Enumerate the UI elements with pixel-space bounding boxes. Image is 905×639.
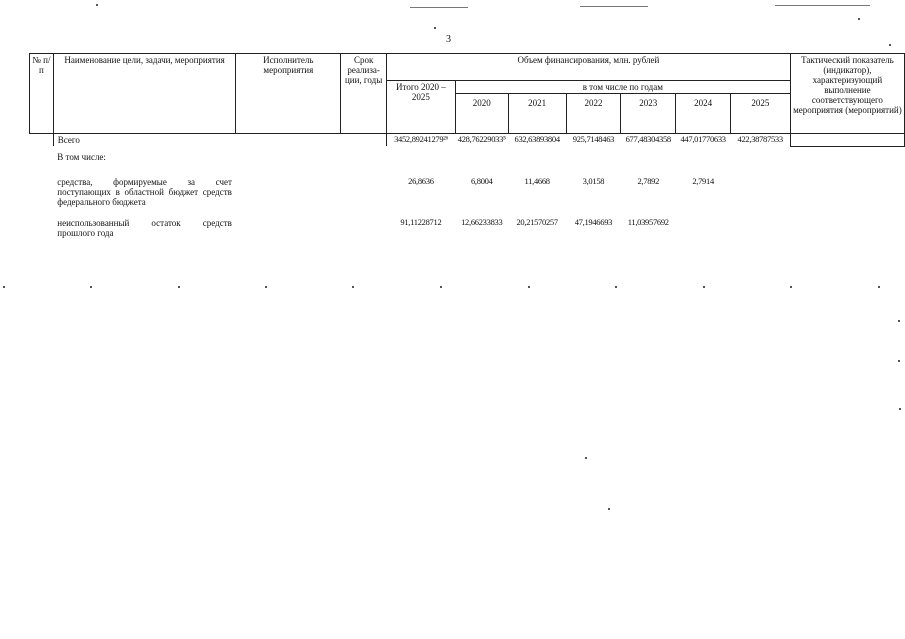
header-col-number: № п/п <box>30 54 54 134</box>
row-year-value: 925,7148463 <box>572 134 615 145</box>
scan-artifact-dot <box>352 286 354 288</box>
scan-artifact-line <box>775 5 870 6</box>
table-row-total <box>30 134 905 147</box>
header-year: 2021 <box>508 94 566 134</box>
page-number: 3 <box>446 34 451 45</box>
header-col-executor: Исполнитель мероприятия <box>236 54 341 134</box>
header-col-funding: Объем финансирования, млн. рублей <box>387 54 791 81</box>
row-year-value: 428,76229033⁵ <box>457 134 506 145</box>
scan-artifact-dot <box>898 320 900 322</box>
row-year-value <box>676 146 731 169</box>
row-year-value <box>731 208 791 239</box>
row-year-value <box>566 146 621 169</box>
row-year-value: 20,21570257 <box>516 217 558 228</box>
scan-artifact-dot <box>889 44 891 46</box>
scan-artifact-dot <box>265 286 267 288</box>
header-col-total: Итого 2020 – 2025 <box>387 81 456 134</box>
header-col-by-year: в том числе по годам <box>455 81 790 94</box>
financing-table <box>29 53 905 240</box>
row-year-value: 2,7892 <box>637 176 660 187</box>
row-year-value: 47,1946693 <box>574 217 613 228</box>
scan-artifact-line <box>580 6 648 7</box>
row-year-value: 632,63893804 <box>514 134 560 145</box>
scan-artifact-dot <box>899 408 901 410</box>
scan-artifact-dot <box>585 457 587 459</box>
scan-artifact-line <box>410 7 468 8</box>
scan-artifact-dot <box>90 286 92 288</box>
row-year-value: 11,03957692 <box>627 217 669 228</box>
scan-artifact-dot <box>96 4 98 6</box>
row-name: неиспользованный остаток средств прошлого года <box>57 218 232 239</box>
scan-artifact-dot <box>615 286 617 288</box>
row-year-value <box>508 146 566 169</box>
row-year-value: 12,66233833 <box>461 217 503 228</box>
table-row <box>30 208 905 239</box>
header-year: 2022 <box>566 94 621 134</box>
scan-artifact-dot <box>858 18 860 20</box>
row-total-value: 3452,89241279²⁶ <box>387 134 456 147</box>
row-year-value: 447,01770633 <box>680 134 726 145</box>
row-year-value: 6,8004 <box>470 176 493 187</box>
row-total-value <box>387 146 456 169</box>
header-col-indicator: Тактический показатель (индикатор), характеризующий выполнение соответствующего мероприятия (мероприятий) <box>790 54 904 134</box>
row-year-value: 422,38787533 <box>737 134 783 145</box>
table-row <box>30 146 905 169</box>
scan-artifact-dot <box>790 286 792 288</box>
row-total-value: 26,8636 <box>408 176 434 187</box>
scan-artifact-dot <box>440 286 442 288</box>
scan-artifact-dot <box>878 286 880 288</box>
row-year-value <box>455 146 508 169</box>
scan-artifact-dot <box>178 286 180 288</box>
scan-artifact-dot <box>608 508 610 510</box>
row-year-value: 3,0158 <box>582 176 605 187</box>
scan-artifact-dot <box>434 27 436 29</box>
header-year: 2023 <box>621 94 676 134</box>
row-year-value <box>731 146 791 169</box>
scan-artifact-dot <box>3 286 5 288</box>
row-name: Всего <box>57 135 80 146</box>
header-year: 2024 <box>676 94 731 134</box>
row-year-value <box>621 146 676 169</box>
scan-artifact-dot <box>898 360 900 362</box>
row-year-value: 11,4668 <box>524 176 550 187</box>
row-year-value <box>676 208 731 239</box>
table-row <box>30 169 905 208</box>
header-year: 2020 <box>455 94 508 134</box>
row-total-value: 91,11228712 <box>400 217 442 228</box>
header-col-name: Наименование цели, задачи, мероприятия <box>53 54 236 134</box>
row-year-value: 2,7914 <box>692 176 714 187</box>
row-name: В том числе: <box>57 152 106 163</box>
row-year-value <box>731 169 791 208</box>
header-year: 2025 <box>731 94 791 134</box>
scan-artifact-dot <box>528 286 530 288</box>
row-year-value: 677,48304358 <box>625 134 671 145</box>
row-name: средства, формируемые за счет поступающих в областной бюджет средств федерального бюджета <box>57 177 232 208</box>
scan-artifact-dot <box>703 286 705 288</box>
header-col-term: Срок реализа-ции, годы <box>341 54 387 134</box>
